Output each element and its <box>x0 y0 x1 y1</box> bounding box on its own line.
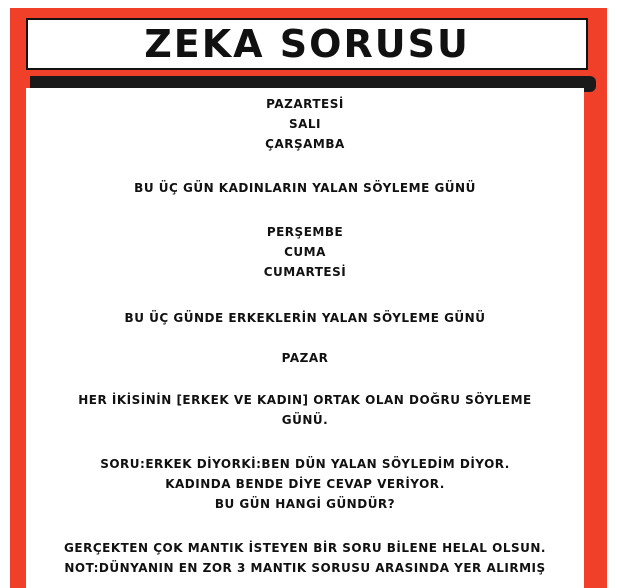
women-statement <box>26 178 584 198</box>
men-statement-line: BU ÜÇ GÜNDE ERKEKLERİN YALAN SÖYLEME GÜNÜ <box>124 311 486 325</box>
women-days-list <box>26 94 584 154</box>
day-thursday: PERŞEMBE <box>266 225 344 239</box>
page-title: ZEKA SORUSU <box>144 22 470 66</box>
footer-line-2: NOT:DÜNYANIN EN ZOR 3 MANTIK SORUSU ARASINDA YER ALIRMIŞ <box>64 561 546 575</box>
day-tuesday: SALI <box>288 117 322 131</box>
question-block <box>26 454 584 514</box>
day-saturday: CUMARTESİ <box>263 265 347 279</box>
women-statement-line: BU ÜÇ GÜN KADINLARIN YALAN SÖYLEME GÜNÜ <box>134 181 476 195</box>
question-line-3: BU GÜN HANGİ GÜNDÜR? <box>214 497 396 511</box>
common-statement <box>26 390 584 430</box>
common-day <box>26 348 584 368</box>
question-line-2: KADINDA BENDE DİYE CEVAP VERİYOR. <box>165 477 445 491</box>
footer-note <box>26 538 584 578</box>
day-monday: PAZARTESİ <box>266 97 344 111</box>
title-banner <box>26 18 588 70</box>
men-days-list <box>26 222 584 282</box>
common-statement-line-2: GÜNÜ. <box>281 413 329 427</box>
footer-line-1: GERÇEKTEN ÇOK MANTIK İSTEYEN BİR SORU BİLENE HELAL OLSUN. <box>64 541 546 555</box>
common-statement-line-1: HER İKİSİNİN [ERKEK VE KADIN] ORTAK OLAN DOĞRU SÖYLEME <box>78 393 532 407</box>
day-friday: CUMA <box>284 245 326 259</box>
men-statement <box>26 308 584 328</box>
day-sunday: PAZAR <box>281 351 329 365</box>
day-wednesday: ÇARŞAMBA <box>265 137 345 151</box>
puzzle-text-panel <box>26 88 584 588</box>
question-line-1: SORU:ERKEK DİYORKİ:BEN DÜN YALAN SÖYLEDİM DİYOR. <box>100 457 510 471</box>
